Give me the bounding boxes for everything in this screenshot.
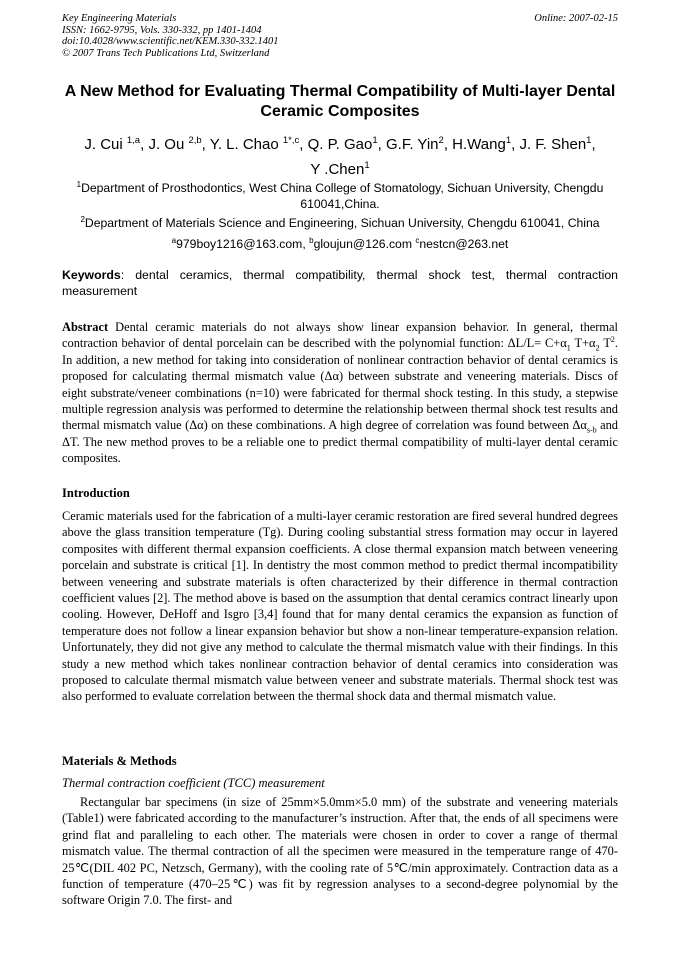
author-list [62, 130, 618, 180]
email-link[interactable]: 979boy1216@163.com, [176, 237, 310, 252]
abstract-label: Abstract [62, 320, 109, 334]
email-line: $^a$979boy1216@163.com, $^b$gloujun@126.com $^c$nestcn@263.net [171, 236, 509, 252]
keywords-label: Keywords [62, 268, 121, 282]
author: J. Cui $^{1,a}$, [84, 135, 149, 153]
methods-heading: Materials & Methods [62, 754, 177, 768]
author: J. F. Shen$^1$, [519, 135, 596, 153]
affiliation-1: $^1$Department of Prosthodontics, West China College of Stomatology, Sichuan University, Chengdu 610041,China. [76, 180, 604, 211]
copyright-line: © 2007 Trans Tech Publications Ltd, Switzerland [62, 47, 270, 59]
paper-title: A New Method for Evaluating Thermal Compatibility of Multi-layer Dental Ceramic Composites [64, 83, 616, 120]
author: Y .Chen$^1$ [310, 160, 370, 178]
online-date: Online: 2007-02-15 [534, 13, 618, 24]
keywords [62, 267, 618, 299]
introduction-heading: Introduction [62, 486, 130, 500]
author: G.F. Yin$^2$, [386, 135, 453, 153]
email-link[interactable]: gloujun@126.com [313, 237, 416, 252]
doi-line: doi:10.4028/www.scientific.net/KEM.330-332.1401 [62, 36, 279, 47]
tcc-subheading: Thermal contraction coefficient (TCC) measurement [62, 776, 325, 790]
abstract: Abstract Dental ceramic materials do not always show linear expansion behavior. In general, thermal contraction behavior of dental porcelain can be described with the polynomial function: $\Delta L/L= C+\alpha_1$ $T+\alpha_2$ $T^2$. In addition, a new method for taking into consideration of nonlinear contraction behavior of dental ceramics is proposed for calculating thermal mismatch value (Δα) between substrate and veneering materials. Discs of eight substrate/veneer combinations (n=10) were fabricated for thermal shock testing. In this study, a stepwise multiple regression analysis was performed to determine the relationship between thermal shock test results and thermal mismatch value (Δα) on these combinations. A high degree of correlation was found between $\Delta\alpha_{s-b}$ and ΔT. The new method proves to be a reliable one to predict thermal compatibility of multi-layer dental ceramic composites. [62, 320, 619, 466]
issn-line: ISSN: 1662-9795, Vols. 330-332, pp 1401-1404 [62, 24, 262, 36]
journal-header [62, 13, 618, 59]
introduction-text: Ceramic materials used for the fabrication of a multi-layer ceramic restoration are fired several hundred degrees above the glass transition temperature (Tg). During cooling substantial stress formation may occur in layered composites with different thermal expansion coefficients. A close thermal expansion match between veneering porcelain and substrate is critical [1]. In dentistry the most common method to predict thermal incompatibility between veneering and substrate materials is often characterized by their difference in thermal contraction coefficient values [2]. The method above is based on the assumption that dental ceramics contract linearly upon cooling. However, DeHoff and Isgro [3,4] found that for many dental ceramics the expansion as function of temperature does not follow a linear expansion behavior but show a non-linear temperature-expansion relation. Unfortunately, they did not give any method to calculate the thermal mismatch value with their findings. In this study a new method which takes nonlinear contraction behavior of dental ceramics into consideration was proposed to calculate thermal mismatch value between veneer and substrate materials. Thermal shock test was also performed to evaluate correlation between the thermal shock data and thermal mismatch value. [62, 509, 618, 704]
author: Q. P. Gao$^1$, [307, 135, 386, 153]
keywords-text: : dental ceramics, thermal compatibility, thermal shock test, thermal contraction measurement [62, 268, 618, 298]
methods-text: Rectangular bar specimens (in size of 25mm×5.0mm×5.0 mm) of the substrate and veneering materials (Table1) were fabricated according to the manufacturer’s instruction. After that, the ends of all specimens were grind flat and paralleling to each other. The materials were chosen in order to cover a range of thermal mismatch value. The thermal contraction of all the specimen were measured in the temperature range of 470-25℃(DIL 402 PC, Netzsch, Germany), with the cooling rate of 5℃/min approximately. Contraction data as a function of temperature (470–25℃) was fit by regression analyses to a second-degree polynomial by the software Origin 7.0. The first- and [62, 795, 618, 908]
journal-name: Key Engineering Materials [62, 13, 177, 24]
author: Y. L. Chao $^{1*,c}$, [209, 135, 308, 153]
author: H.Wang$^1$, [452, 135, 520, 153]
author: J. Ou $^{2,b}$, [148, 135, 210, 153]
affiliation-2: $^2$Department of Materials Science and Engineering, Sichuan University, Chengdu 610041, China [80, 215, 600, 231]
email-link[interactable]: nestcn@263.net [419, 237, 509, 252]
